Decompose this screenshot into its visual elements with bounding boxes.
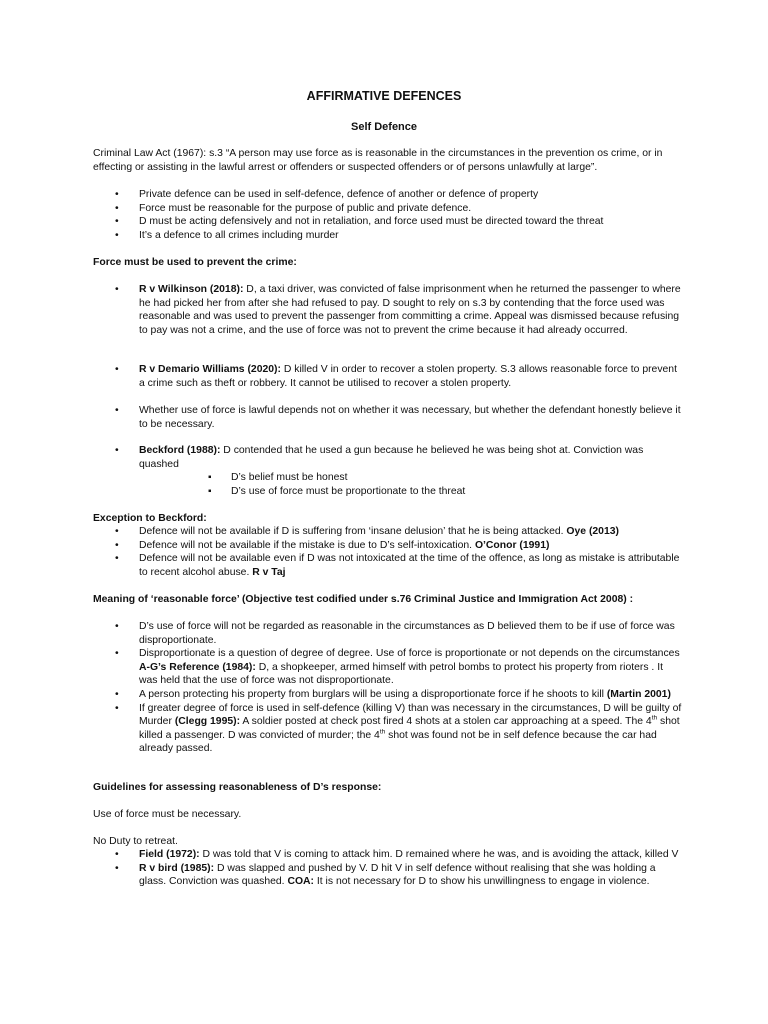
list-item: • A person protecting his property from burglars will be using a disproportionate force if he shoots to kill (Martin 2001) [93,688,683,702]
case-name: R v Demario Williams (2020): [139,364,281,375]
list-item: • Defence will not be available even if D was not intoxicated at the time of the offence, as long as mistake is attributable to recent alcohol abuse. R v Taj [93,552,683,579]
section-title-self-defence: Self Defence [350,121,418,133]
list-item: • Field (1972): D was told that V is coming to attack him. D remained where he was, and is avoiding the attack, killed V [93,848,683,862]
list-item: • D’s use of force will not be regarded as reasonable in the circumstances as D believed them to be if use of force was disproportionate. [93,620,683,647]
case-name: Oye (2013) [566,526,619,537]
case-name: (Clegg 1995): [174,716,241,728]
list-item: • D must be acting defensively and not in retaliation, and force used must be directed toward the threat [93,215,683,229]
reasonable-force-list [93,620,683,756]
case-beckford [93,444,683,471]
case-name: O’Conor (1991) [474,539,550,551]
guideline-necessary: Use of force must be necessary. [93,809,242,820]
case-name: Beckford (1988): [139,445,221,456]
list-item: ▪ D’s use of force must be proportionate to the threat [93,485,683,499]
case-name: Field (1972): [139,849,200,860]
heading-exception-beckford: Exception to Beckford: [93,513,207,524]
list-item: • R v Wilkinson (2018): D, a taxi driver, was convicted of false imprisonment when he returned the passenger to where he had picked her from after she had refused to pay. D sought to rely on s.3 by contending that the force used was reasonable and was used to prevent the passenger from committing a crime. Appeal was dismissed because refusing to pay was not a crime, and the use of force was not to prevent the crime because it had already occurred. [93,283,683,337]
case-name: COA: [287,876,314,888]
case-name: (Martin 2001) [606,688,671,700]
list-item: • It’s a defence to all crimes including murder [93,229,683,243]
case-name: A-G’s Reference (1984): [139,661,256,673]
case-williams [93,363,683,390]
beckford-sub-list [93,471,683,498]
exception-list [93,525,683,579]
heading-guidelines: Guidelines for assessing reasonableness of D’s response: [93,782,382,793]
list-item: • R v Demario Williams (2020): D killed V in order to recover a stolen property. S.3 allows reasonable force to prevent a crime such as theft or robbery. It cannot be utilised to recover a stolen property. [93,363,683,390]
intro-bullet-list [93,188,683,242]
case-wilkinson [93,283,683,337]
intro-paragraph: Criminal Law Act (1967): s.3 “A person may use force as is reasonable in the circumstances in the prevention os crime, or in effecting or assisting in the lawful arrest or offenders or suspected offenders or of persons unlawfully at large”. [93,148,663,173]
list-item: • Beckford (1988): D contended that he used a gun because he believed he was being shot at. Conviction was quashed [93,444,683,471]
list-item: • Private defence can be used in self-defence, defence of another or defence of property [93,188,683,202]
case-name: R v Taj [252,566,286,578]
heading-force-prevent-crime: Force must be used to prevent the crime: [93,257,297,268]
document-title: AFFIRMATIVE DEFENCES [306,89,462,103]
retreat-case-list [93,848,683,889]
list-item: ▪ D’s belief must be honest [93,471,683,485]
list-item: • R v bird (1985): D was slapped and pushed by V. D hit V in self defence without realising that she was holding a glass. Conviction was quashed. COA: It is not necessary for D to show his unwillingness to engage in violence. [93,862,683,889]
heading-reasonable-force: Meaning of ‘reasonable force’ (Objective test codified under s.76 Criminal Justice and Immigration Act 2008) : [93,594,634,605]
list-item: • Defence will not be available if the mistake is due to D’s self-intoxication. O’Conor (1991) [93,539,683,553]
list-item: • Disproportionate is a question of degree of degree. Use of force is proportionate or not depends on the circumstances A-G’s Reference (1984): D, a shopkeeper, armed himself with petrol bombs to protect his property from rioters . It was held that the use of force was not disproportionate. [93,647,683,688]
list-item: • Force must be reasonable for the purpose of public and private defence. [93,202,683,216]
case-name: R v bird (1985): [139,862,215,874]
list-item: • Defence will not be available if D is suffering from ‘insane delusion’ that he is being attacked. Oye (2013) [93,525,683,539]
guideline-no-duty-retreat: No Duty to retreat. [93,836,178,847]
case-name: R v Wilkinson (2018): [139,284,244,295]
list-item: • If greater degree of force is used in self-defence (killing V) than was necessary in the circumstances, D will be guilty of Murder (Clegg 1995): A soldier posted at check post fired 4 shots at a stolen car approaching at a speed. The 4th shot killed a passenger. D was convicted of murder; the 4th shot was found not be in self defence because the car had already passed. [93,702,683,756]
lawful-force-note [93,404,683,431]
list-item: • Whether use of force is lawful depends not on whether it was necessary, but whether the defendant honestly believe it to be necessary. [93,404,683,431]
